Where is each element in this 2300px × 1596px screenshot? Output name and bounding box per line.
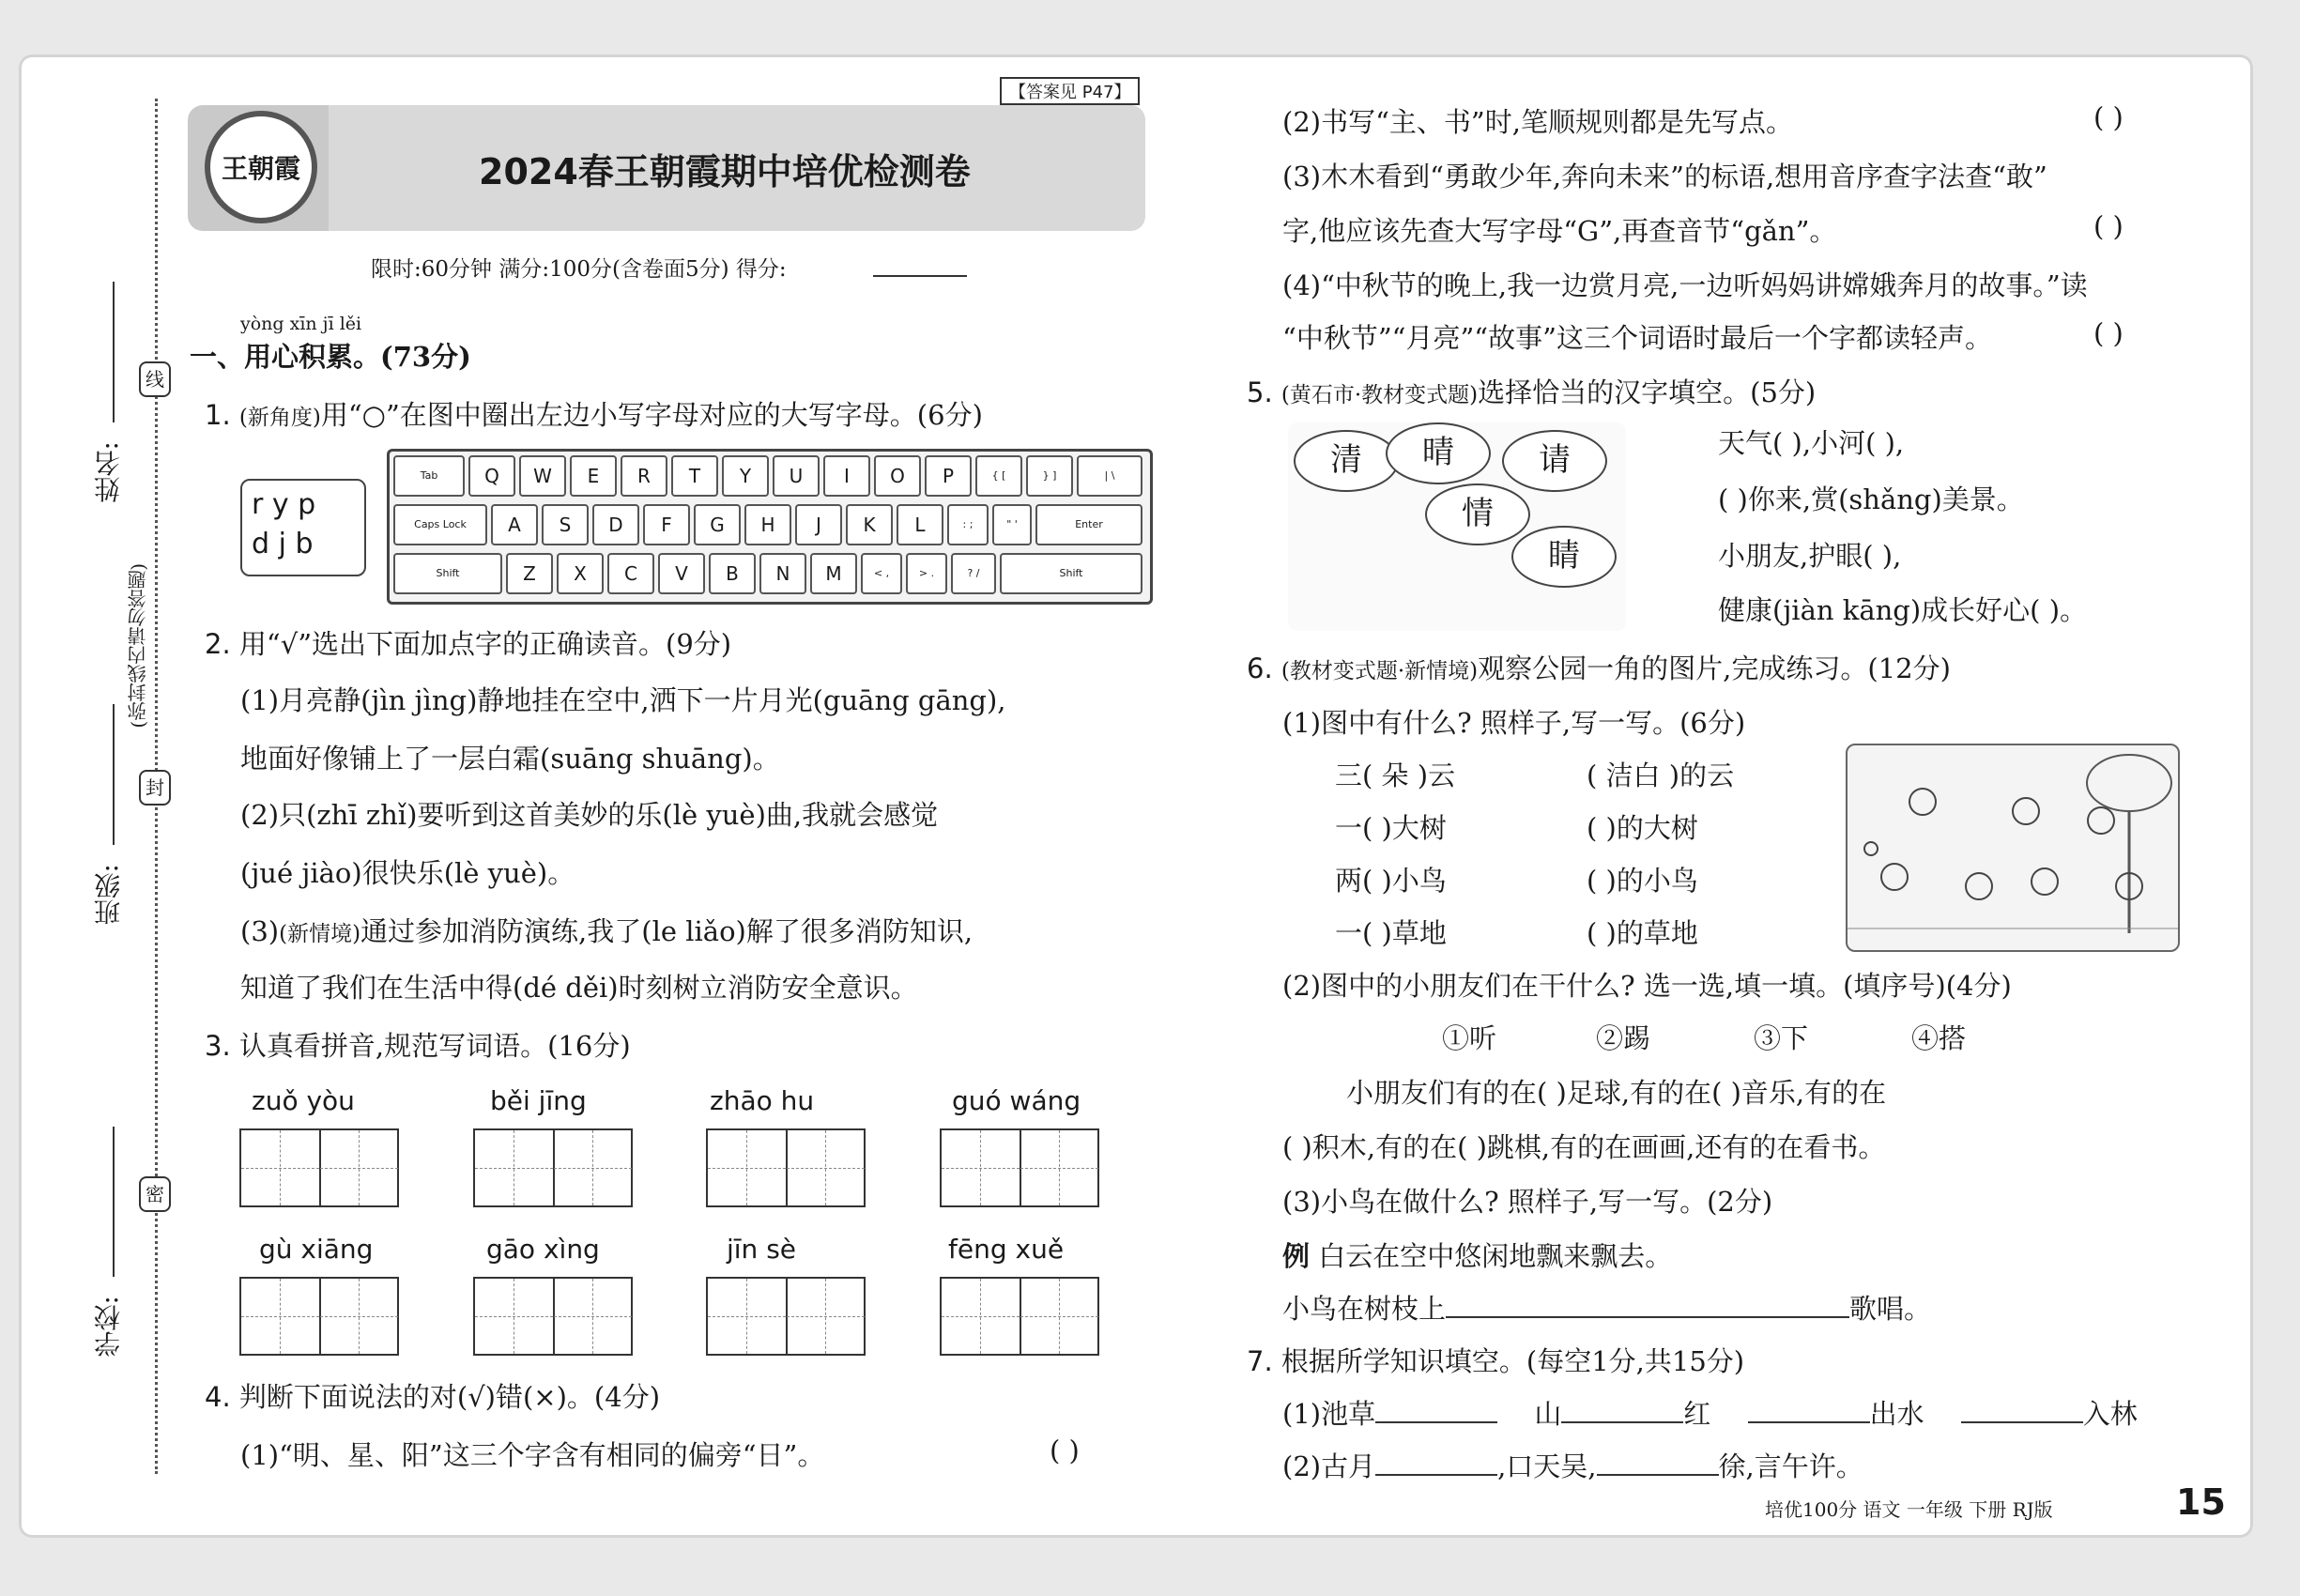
q7-l1-c: 红	[1683, 1398, 1711, 1430]
pinyin-6: gāo xìng	[486, 1234, 600, 1265]
q7-line2	[1282, 1446, 1863, 1484]
q6-part3: (3)小鸟在做什么? 照样子,写一写。(2分)	[1282, 1186, 1773, 1218]
q2-s3-tag: (新情境)	[279, 922, 361, 946]
key-caps-lock[interactable]: Caps Lock	[393, 504, 487, 545]
writing-grid[interactable]	[239, 1128, 399, 1207]
q7-text: 根据所学知识填空。(每空1分,共15分)	[1280, 1345, 1745, 1377]
q6-row4-b: ( )的草地	[1587, 917, 1698, 949]
q7-l1-a: (1)池草	[1282, 1398, 1376, 1430]
q4-statement2: (2)书写“主、书”时,笔顺规则都是先写点。	[1282, 106, 1793, 138]
key-z[interactable]: Z	[506, 553, 553, 594]
key-l[interactable]: L	[897, 504, 943, 545]
q2-sentence3b: 知道了我们在生活中得(dé děi)时刻树立消防安全意识。	[240, 972, 918, 1004]
key-r[interactable]: R	[621, 455, 667, 497]
key-slash[interactable]: ? /	[951, 553, 996, 594]
q4-answer1[interactable]: ( )	[1050, 1435, 1080, 1466]
key-t[interactable]: T	[671, 455, 718, 497]
key-v[interactable]: V	[658, 553, 705, 594]
key-q[interactable]: Q	[468, 455, 515, 497]
q4-statement4b: “中秋节”“月亮”“故事”这三个词语时最后一个字都读轻声。	[1282, 322, 1992, 354]
q5-line3: 小朋友,护眼( ),	[1718, 540, 1902, 572]
blank[interactable]	[1375, 1421, 1497, 1423]
key-m[interactable]: M	[810, 553, 857, 594]
name-label: 姓名:	[93, 441, 124, 503]
q1-text: 用“○”在图中圈出左边小写字母对应的大写字母。(6分)	[320, 399, 983, 431]
q6-row1-b: ( 洁白 )的云	[1587, 760, 1735, 791]
q2-sentence2b: (jué jiào)很快乐(lè yuè)。	[240, 857, 575, 889]
q6-part1: (1)图中有什么? 照样子,写一写。(6分)	[1282, 707, 1746, 739]
q4-answer3[interactable]: ( )	[2093, 210, 2124, 242]
pinyin-8: fēng xuě	[948, 1234, 1065, 1265]
writing-grid[interactable]	[473, 1128, 633, 1207]
q7-l1-d: 出水	[1869, 1398, 1924, 1430]
section-heading: 一、用心积累。(73分)	[190, 341, 471, 373]
school-label: 学校:	[93, 1296, 124, 1358]
binding-notice: (弥封线内请勿答题)	[127, 563, 149, 729]
q5-line4: 健康(jiàn kāng)成长好心( )。	[1718, 594, 2088, 626]
q1-number: 1.	[205, 399, 231, 431]
q6-row4-a: 一( )草地	[1335, 917, 1447, 949]
q2-sentence1b: 地面好像铺上了一层白霜(suāng shuāng)。	[240, 743, 780, 775]
blank[interactable]	[1748, 1421, 1870, 1423]
key-n[interactable]: N	[759, 553, 806, 594]
key-i[interactable]: I	[823, 455, 870, 497]
class-label: 班级:	[93, 864, 124, 926]
q2-sentence1a: (1)月亮静(jìn jìng)静地挂在空中,洒下一片月光(guāng gāng),	[240, 684, 1006, 716]
q4-answer2[interactable]: ( )	[2093, 101, 2124, 133]
q2-s3-text: 通过参加消防演练,我了(le liǎo)解了很多消防知识,	[360, 915, 974, 947]
q6-tag: (教材变式题·新情境)	[1280, 659, 1479, 683]
q4-statement3a: (3)木木看到“勇敢少年,奔向未来”的标语,想用音序查字法查“敢”	[1282, 161, 2047, 192]
cloud-char-3: 请	[1502, 430, 1607, 492]
key-y[interactable]: Y	[722, 455, 769, 497]
key-semicolon[interactable]: : ;	[947, 504, 989, 545]
class-line[interactable]	[113, 704, 115, 845]
option-2: ②踢	[1596, 1022, 1651, 1054]
key-backslash[interactable]: | \	[1077, 455, 1142, 497]
binding-tag-line: 线	[139, 361, 171, 397]
q6-row2-b: ( )的大树	[1587, 812, 1698, 844]
q2-s3-num: (3)	[240, 915, 280, 947]
q6-row2-a: 一( )大树	[1335, 812, 1447, 844]
exam-info: 限时:60分钟 满分:100分(含卷面5分) 得分:	[371, 257, 787, 282]
park-illustration	[1846, 744, 2180, 952]
q2-text: 用“√”选出下面加点字的正确读音。(9分)	[238, 628, 732, 660]
seal-text: 王朝霞	[221, 153, 300, 184]
example-text: 白云在空中悠闲地飘来飘去。	[1318, 1240, 1673, 1272]
q5-number: 5.	[1247, 376, 1273, 408]
q2-sentence2a: (2)只(zhī zhǐ)要听到这首美妙的乐(lè yuè)曲,我就会感觉	[240, 799, 939, 831]
q6-bird-line	[1282, 1288, 1931, 1327]
writing-grid[interactable]	[239, 1277, 399, 1356]
key-c[interactable]: C	[607, 553, 654, 594]
cloud-char-5: 睛	[1511, 526, 1617, 588]
q6-fill-line2: ( )积木,有的在( )跳棋,有的在画画,还有的在看书。	[1282, 1131, 1886, 1163]
letters-row1: r y p	[252, 488, 316, 521]
q2-line	[205, 623, 731, 662]
key-f[interactable]: F	[643, 504, 690, 545]
writing-grid[interactable]	[473, 1277, 633, 1356]
q5-line1: 天气( ),小河( ),	[1718, 427, 1905, 459]
key-j[interactable]: J	[795, 504, 842, 545]
page-number: 15	[2176, 1481, 2226, 1523]
bird-suffix: 歌唱。	[1849, 1293, 1932, 1325]
key-w[interactable]: W	[519, 455, 566, 497]
q7-l2-c: 徐,言午许。	[1718, 1450, 1863, 1482]
cloud-char-2: 晴	[1386, 422, 1491, 484]
q6-row1-a: 三( 朵 )云	[1335, 760, 1456, 791]
option-3: ③下	[1754, 1022, 1809, 1054]
footer-info: 培优100分 语文 一年级 下册 RJ版	[1765, 1498, 2053, 1521]
section-pinyin: yòng xīn jī lěi	[240, 314, 362, 334]
q7-l1-b: 山	[1534, 1398, 1562, 1430]
q4-number: 4.	[205, 1381, 231, 1413]
q6-row3-a: 两( )小鸟	[1335, 865, 1447, 897]
q1-tag: (新角度)	[238, 406, 321, 430]
q4-answer4[interactable]: ( )	[2093, 317, 2124, 349]
q6-example	[1282, 1235, 1672, 1274]
key-o[interactable]: O	[874, 455, 921, 497]
key-u[interactable]: U	[773, 455, 820, 497]
score-blank[interactable]	[873, 275, 967, 277]
school-line[interactable]	[113, 1127, 115, 1277]
blank[interactable]	[1561, 1421, 1683, 1423]
q3-number: 3.	[205, 1030, 231, 1062]
q7-l2-b: ,口天吴,	[1497, 1450, 1597, 1482]
key-k[interactable]: K	[846, 504, 893, 545]
key-bracket-left[interactable]: { [	[975, 455, 1022, 497]
pinyin-4: guó wáng	[952, 1085, 1081, 1116]
key-d[interactable]: D	[592, 504, 639, 545]
pinyin-1: zuǒ yòu	[252, 1085, 355, 1116]
park-scene-icon	[1848, 745, 2178, 950]
key-comma[interactable]: < ,	[861, 553, 902, 594]
key-shift-left[interactable]: Shift	[393, 553, 502, 594]
pinyin-2: běi jīng	[490, 1085, 587, 1116]
writing-grid[interactable]	[706, 1277, 866, 1356]
key-x[interactable]: X	[557, 553, 604, 594]
binding-tag-secret: 密	[139, 1176, 171, 1212]
q5-line	[1247, 372, 1816, 410]
pinyin-3: zhāo hu	[710, 1085, 815, 1116]
key-quote[interactable]: " '	[992, 504, 1032, 545]
q2-sentence3a	[240, 911, 973, 949]
key-tab[interactable]: Tab	[393, 455, 465, 497]
q4-statement1: (1)“明、星、阳”这三个字含有相同的偏旁“日”。	[240, 1439, 825, 1471]
q3-line	[205, 1025, 631, 1064]
q6-number: 6.	[1247, 652, 1273, 684]
page-title: 2024春王朝霞期中培优检测卷	[479, 151, 971, 192]
cloud-char-1: 清	[1294, 430, 1399, 492]
q4-text: 判断下面说法的对(√)错(×)。(4分)	[238, 1381, 661, 1413]
q6-fill-line1: 小朋友们有的在( )足球,有的在( )音乐,有的在	[1346, 1077, 1887, 1109]
example-label: 例	[1282, 1240, 1311, 1272]
option-4: ④搭	[1911, 1022, 1967, 1054]
key-g[interactable]: G	[694, 504, 741, 545]
q7-l1-e: 入林	[2082, 1398, 2138, 1430]
bird-answer-blank[interactable]	[1446, 1316, 1849, 1318]
blank[interactable]	[1961, 1421, 2083, 1423]
answer-reference: 【答案见 P47】	[1000, 77, 1140, 105]
q5-line2: ( )你来,赏(shǎng)美景。	[1718, 483, 2024, 515]
writing-grid[interactable]	[940, 1277, 1099, 1356]
key-enter[interactable]: Enter	[1035, 504, 1142, 545]
q2-number: 2.	[205, 628, 231, 660]
writing-grid[interactable]	[706, 1128, 866, 1207]
q4-statement4a: (4)“中秋节的晚上,我一边赏月亮,一边听妈妈讲嫦娥奔月的故事。”读	[1282, 269, 2088, 301]
key-p[interactable]: P	[925, 455, 972, 497]
q4-line	[205, 1376, 660, 1415]
q7-l2-a: (2)古月	[1282, 1450, 1376, 1482]
q7-line	[1247, 1341, 1744, 1379]
key-shift-right[interactable]: Shift	[1000, 553, 1142, 594]
option-1: ①听	[1442, 1022, 1497, 1054]
key-b[interactable]: B	[709, 553, 756, 594]
q7-line1	[1282, 1393, 2138, 1432]
letters-row2: d j b	[252, 528, 314, 560]
key-bracket-right[interactable]: } ]	[1026, 455, 1073, 497]
q5-tag: (黄石市·教材变式题)	[1280, 383, 1479, 407]
key-period[interactable]: > .	[906, 553, 947, 594]
q4-statement3b: 字,他应该先查大写字母“G”,再查音节“gǎn”。	[1282, 215, 1837, 247]
brand-seal-logo	[205, 111, 317, 223]
q6-part2: (2)图中的小朋友们在干什么? 选一选,填一填。(填序号)(4分)	[1282, 970, 2012, 1002]
cloud-char-4: 情	[1425, 483, 1530, 545]
writing-grid[interactable]	[940, 1128, 1099, 1207]
blank[interactable]	[1597, 1474, 1719, 1476]
key-s[interactable]: S	[542, 504, 589, 545]
q5-text: 选择恰当的汉字填空。(5分)	[1478, 376, 1817, 408]
pinyin-7: jīn sè	[727, 1234, 797, 1265]
q6-text: 观察公园一角的图片,完成练习。(12分)	[1478, 652, 1951, 684]
q6-row3-b: ( )的小鸟	[1587, 865, 1698, 897]
key-h[interactable]: H	[744, 504, 791, 545]
binding-tag-seal: 封	[139, 770, 171, 806]
q3-text: 认真看拼音,规范写词语。(16分)	[238, 1030, 631, 1062]
q1-line	[205, 394, 983, 433]
blank[interactable]	[1375, 1474, 1497, 1476]
pinyin-5: gù xiāng	[259, 1234, 374, 1265]
q6-line	[1247, 648, 1951, 686]
key-a[interactable]: A	[491, 504, 538, 545]
name-line[interactable]	[113, 282, 115, 422]
key-e[interactable]: E	[570, 455, 617, 497]
q7-number: 7.	[1247, 1345, 1273, 1377]
keyboard-diagram	[387, 449, 1153, 605]
bird-prefix: 小鸟在树枝上	[1282, 1293, 1447, 1325]
